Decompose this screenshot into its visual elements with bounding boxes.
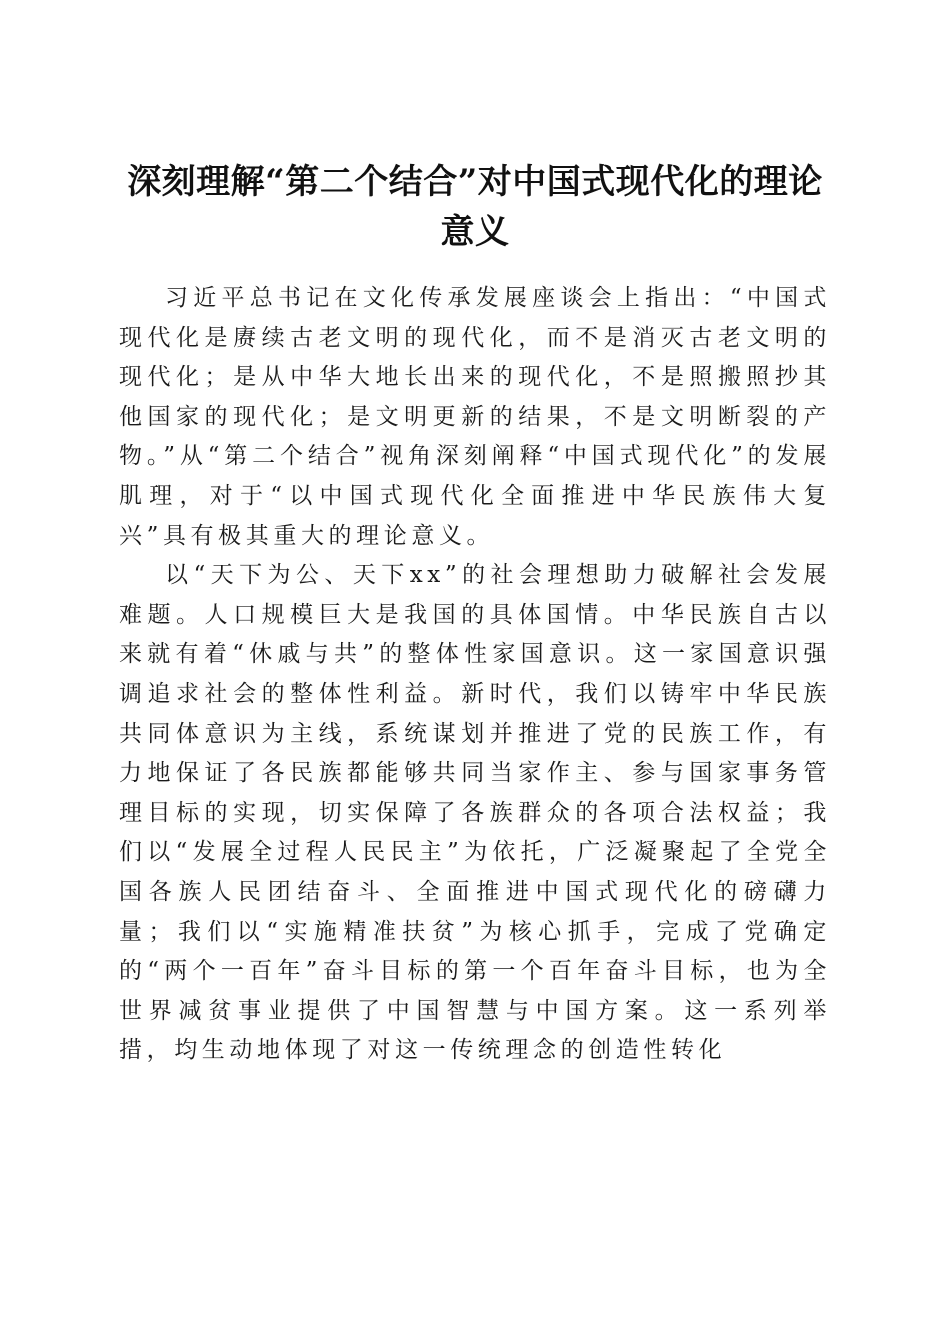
paragraph-1: 习近平总书记在文化传承发展座谈会上指出：“中国式现代化是赓续古老文明的现代化，而不是消灭古老文明的现代化；是从中华大地长出来的现代化，不是照搬照抄其他国家的现代化；是文明更新的结果，不是文明断裂的产物。”从“第二个结合”视角深刻阐释“中国式现代化”的发展肌理，对于“以中国式现代化全面推进中华民族伟大复兴”具有极其重大的理论意义。 [119, 285, 831, 549]
document-body [119, 279, 831, 1071]
document-title: 深刻理解“第二个结合”对中国式现代化的理论意义 [127, 161, 823, 252]
paragraph-2: 以“天下为公、天下xx”的社会理想助力破解社会发展难题。人口规模巨大是我国的具体国情。中华民族自古以来就有着“休戚与共”的整体性家国意识。这一家国意识强调追求社会的整体性利益。新时代，我们以铸牢中华民族共同体意识为主线，系统谋划并推进了党的民族工作，有力地保证了各民族都能够共同当家作主、参与国家事务管理目标的实现，切实保障了各族群众的各项合法权益；我们以“发展全过程人民民主”为依托，广泛凝聚起了全党全国各族人民团结奋斗、全面推进中国式现代化的磅礴力量；我们以“实施精准扶贫”为核心抓手，完成了党确定的“两个一百年”奋斗目标的第一个百年奋斗目标，也为全世界减贫事业提供了中国智慧与中国方案。这一系列举措，均生动地体现了对这一传统理念的创造性转化 [119, 562, 831, 1064]
